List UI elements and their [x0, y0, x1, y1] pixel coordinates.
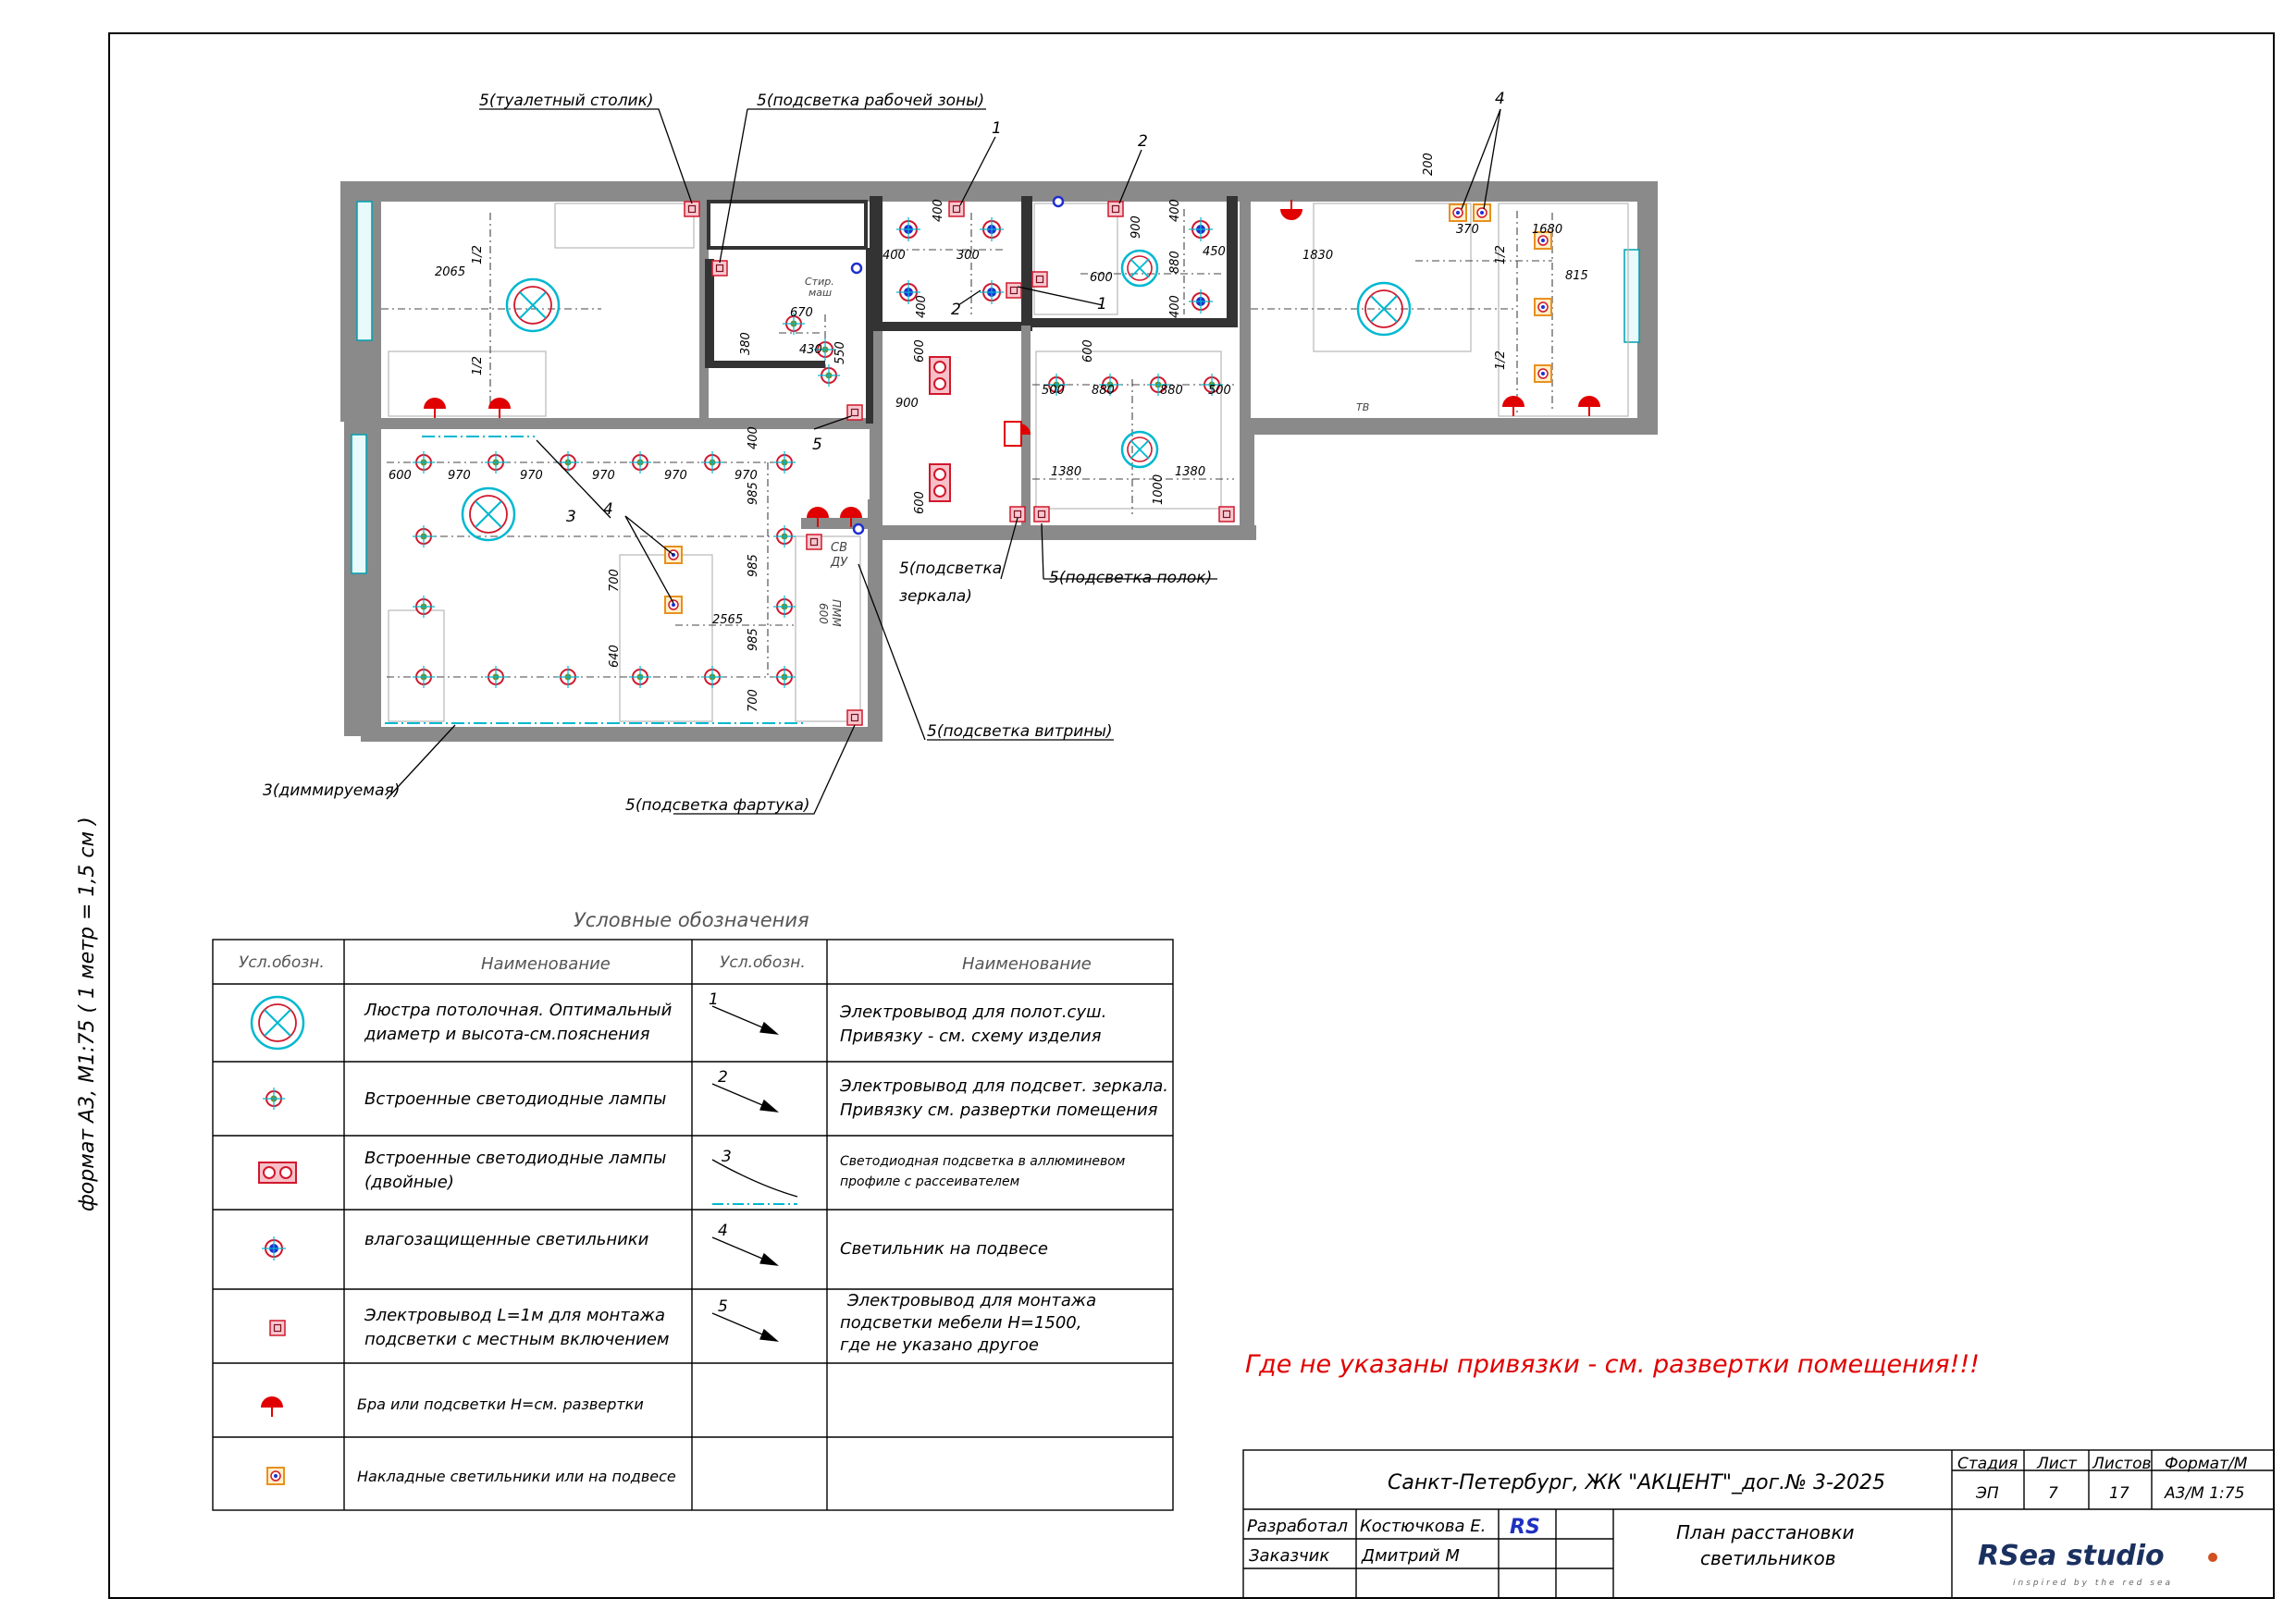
dim-970a: 970	[448, 469, 471, 483]
legend-right-row3-line1: Светодиодная подсветка в аллюминевом	[840, 1154, 1126, 1169]
callout-dimmable: 3(диммируемая)	[263, 781, 401, 800]
sconce-icon	[1280, 200, 1302, 220]
surface-light-icon	[267, 1468, 284, 1484]
chandelier-icon	[252, 997, 303, 1049]
bed-2	[1314, 203, 1471, 351]
inner-wall-bedroom2-left	[1240, 196, 1251, 422]
dim-400e: 400	[1168, 295, 1182, 318]
legend	[213, 909, 1173, 1510]
dim-400f: 400	[747, 426, 760, 449]
callout-showcase: 5(подсветка витрины)	[927, 722, 1113, 741]
callout-vanity: 5(туалетный столик)	[479, 92, 654, 110]
outlet-1m-icon	[685, 202, 699, 216]
dim-700b: 700	[747, 689, 760, 712]
outlet-1m-icon	[807, 535, 821, 549]
dim-1680: 1680	[1532, 223, 1563, 237]
dim-815: 815	[1565, 269, 1588, 283]
dishwasher-label: ПММ	[830, 599, 843, 627]
led-spot-icon	[629, 666, 651, 688]
developer-name: Костючкова Е.	[1360, 1517, 1487, 1536]
dim-640: 640	[608, 645, 622, 668]
legend-left-row3-line2: (двойные)	[364, 1173, 454, 1192]
dim-1000: 1000	[1152, 473, 1166, 505]
outlet-1m-icon	[847, 710, 862, 725]
dim-430: 430	[799, 343, 822, 357]
inner-wall-bath-bottom	[870, 322, 1027, 331]
outer-wall-right	[1637, 181, 1658, 431]
legend-title: Условные обозначения	[574, 909, 809, 931]
towel-rail-outlet-icon	[1054, 197, 1063, 206]
format-value: А3/М 1:75	[2165, 1484, 2245, 1503]
led-spot-icon	[557, 451, 579, 473]
led-spot-icon	[773, 525, 796, 547]
outlet-1m-icon	[1219, 507, 1234, 522]
dim-500b: 500	[1208, 384, 1231, 398]
legend-left-row2-line1: Встроенные светодиодные лампы	[364, 1089, 667, 1109]
callout-n5: 5	[812, 436, 822, 454]
double-led-icon	[930, 464, 950, 501]
stage-value: ЭП	[1976, 1484, 1999, 1503]
sconce-icon	[1502, 396, 1524, 416]
dishwasher-label-2: 600	[817, 603, 830, 624]
callout-n1-top: 1	[992, 119, 1002, 138]
dim-970c: 970	[592, 469, 615, 483]
inner-wall-wc-mid	[1021, 196, 1032, 331]
callout-backsplash: 5(подсветка фартука)	[625, 796, 810, 815]
dim-985a: 985	[747, 482, 760, 505]
callout-mirror-2: зеркала)	[899, 587, 972, 606]
dim-half-b: 1/2	[471, 356, 485, 375]
legend-left-row5-line2: подсветки с местным включением	[364, 1330, 670, 1349]
outer-wall-bottom-mid	[868, 525, 1256, 540]
dim-900b: 900	[895, 397, 919, 411]
electrical-panel-icon	[1005, 422, 1021, 446]
floor-plan	[263, 90, 1658, 815]
dim-450: 450	[1203, 245, 1226, 259]
legend-right-row2-line2: Привязку см. развертки помещения	[840, 1100, 1158, 1120]
outlet-1m-icon	[1032, 272, 1047, 287]
shower-label-2: ДУ	[831, 556, 848, 570]
window-bedroom1	[357, 202, 372, 340]
dim-1830: 1830	[1302, 249, 1334, 263]
outlet-1m-icon	[1108, 202, 1123, 216]
legend-left-row6-line1: Бра или подсветки H=см. развертки	[357, 1396, 644, 1413]
dim-400d: 400	[1168, 199, 1182, 222]
dim-880a: 880	[1168, 251, 1182, 274]
chandelier-icon	[1358, 283, 1410, 335]
tv-label: ТВ	[1356, 401, 1370, 413]
sheets-value: 17	[2109, 1484, 2129, 1503]
legend-right-row5-line1: Электровывод для монтажа	[847, 1291, 1097, 1310]
legend-header-name-left: Наименование	[481, 954, 611, 974]
outlet-1m-icon	[712, 261, 727, 276]
dim-400c: 400	[915, 295, 929, 318]
window-kitchen	[352, 435, 366, 573]
inner-wall-closet	[709, 202, 866, 248]
developer-label: Разработал	[1247, 1517, 1349, 1536]
callout-mirror-1: 5(подсветка	[899, 559, 1003, 578]
callout-shelves: 5(подсветка полок)	[1049, 569, 1213, 587]
dim-380: 380	[739, 332, 753, 355]
outlet-1m-icon	[270, 1321, 285, 1335]
sheet-header: Лист	[2037, 1455, 2078, 1473]
dim-1380a: 1380	[1051, 465, 1082, 479]
legend-left-row3-line1: Встроенные светодиодные лампы	[364, 1149, 667, 1168]
signature: RS	[1510, 1516, 1540, 1539]
sconce-icon	[424, 398, 446, 418]
dim-970b: 970	[520, 469, 543, 483]
waterproof-light-icon	[980, 280, 1004, 304]
dim-670: 670	[790, 306, 813, 320]
drawing-title-line1: План расстановки	[1676, 1521, 1855, 1543]
led-spot-icon	[413, 596, 435, 618]
logo-dot-icon	[2208, 1553, 2217, 1562]
legend-right-num1: 1	[709, 990, 719, 1009]
dim-985c: 985	[747, 628, 760, 651]
dim-370: 370	[1456, 223, 1479, 237]
dim-880c: 880	[1160, 384, 1183, 398]
dim-half-a: 1/2	[471, 245, 485, 264]
project-name: Санкт-Петербург, ЖК "АКЦЕНТ"_дог.№ 3-2025	[1388, 1471, 1885, 1494]
shower-label: СВ	[831, 541, 847, 555]
stage-header: Стадия	[1957, 1455, 2018, 1473]
led-spot-icon	[773, 451, 796, 473]
led-spot-icon	[701, 451, 723, 473]
sconce-icon	[1578, 396, 1600, 416]
callout-n4-bedroom: 4	[1495, 90, 1505, 108]
surface-light-icon	[1535, 299, 1551, 315]
led-spot-icon	[485, 451, 507, 473]
callout-n2-top: 2	[1138, 132, 1148, 151]
led-spot-icon	[701, 666, 723, 688]
format-side-label: формат А3, М1:75 ( 1 метр = 1,5 см )	[76, 817, 99, 1211]
dim-2065: 2065	[435, 265, 466, 279]
kitchen-island	[620, 555, 712, 721]
legend-right-row5-line3: где не указано другое	[840, 1335, 1039, 1355]
chandelier-icon	[507, 279, 559, 331]
dim-970d: 970	[664, 469, 687, 483]
washer-label: Стир.	[805, 276, 834, 288]
red-note: Где не указаны привязки - см. развертки помещения!!!	[1245, 1350, 1981, 1379]
led-spot-icon	[413, 525, 435, 547]
towel-rail-outlet-icon	[854, 524, 863, 534]
title-block	[1243, 1450, 2274, 1598]
format-header: Формат/М	[2165, 1455, 2248, 1473]
waterproof-light-icon	[896, 217, 920, 241]
led-spot-icon	[629, 451, 651, 473]
inner-wall-laundry-bottom	[705, 361, 825, 368]
callout-n3: 3	[566, 508, 576, 526]
callout-work-zone: 5(подсветка рабочей зоны)	[757, 92, 985, 110]
legend-right-row2-line1: Электровывод для подсвет. зеркала.	[840, 1076, 1169, 1096]
inner-wall-laundry-right	[866, 248, 873, 424]
desk-1	[555, 203, 694, 248]
legend-right-row1-line2: Привязку - см. схему изделия	[840, 1027, 1102, 1046]
surface-light-icon	[1474, 204, 1490, 221]
legend-right-num3: 3	[722, 1148, 732, 1166]
legend-left-row1-line1: Люстра потолочная. Оптимальный	[364, 1001, 673, 1020]
legend-header-symbol-left: Усл.обозн.	[239, 953, 325, 972]
callout-n4-kitchen: 4	[603, 500, 613, 519]
sconce-icon	[488, 398, 511, 418]
outlet-1m-icon	[847, 405, 862, 420]
logo-subtitle: inspired by the red sea	[2013, 1579, 2174, 1588]
chandelier-icon	[463, 488, 514, 540]
double-led-icon	[259, 1162, 296, 1183]
hall-bench	[1036, 351, 1221, 509]
inner-wall-wc-bottom	[1021, 318, 1234, 327]
dim-700a: 700	[608, 569, 622, 592]
legend-right-row5-line2: подсветки мебели H=1500,	[840, 1313, 1082, 1333]
dim-900a: 900	[1129, 215, 1143, 239]
legend-right-row1-line1: Электровывод для полот.суш.	[840, 1002, 1107, 1022]
led-spot-icon	[263, 1088, 285, 1110]
callout-n2-bath: 2	[951, 301, 961, 319]
sofa	[389, 610, 444, 721]
waterproof-light-icon	[262, 1236, 286, 1260]
led-spot-icon	[557, 666, 579, 688]
dim-600e: 600	[389, 469, 412, 483]
inner-wall-bedroom1	[381, 418, 873, 429]
sconce-icon	[261, 1396, 283, 1417]
legend-right-row3-line2: профиле с рассеивателем	[840, 1174, 1020, 1189]
customer-name: Дмитрий М	[1362, 1546, 1460, 1566]
sheets-header: Листов	[2092, 1455, 2152, 1473]
window-bedroom2	[1624, 250, 1639, 342]
outer-wall-right-bottom	[1240, 418, 1658, 435]
customer-label: Заказчик	[1249, 1546, 1330, 1566]
outer-wall-right-step	[1240, 418, 1254, 540]
dim-985b: 985	[747, 554, 760, 577]
led-spot-icon	[413, 451, 435, 473]
outer-wall-bottom-left	[361, 727, 879, 742]
legend-right-row4-line1: Светильник на подвесе	[840, 1239, 1049, 1259]
surface-light-icon	[1450, 204, 1466, 221]
surface-light-icon	[665, 596, 682, 613]
legend-right-num5: 5	[718, 1297, 728, 1316]
dim-880b: 880	[1092, 384, 1115, 398]
kitchen-spot-grid	[413, 451, 796, 688]
led-spot-icon	[773, 596, 796, 618]
kitchen-counter	[796, 536, 860, 721]
legend-header-symbol-right: Усл.обозн.	[720, 953, 806, 972]
dim-400b: 400	[883, 249, 906, 263]
dim-600b: 600	[913, 339, 927, 363]
dim-600a: 600	[1090, 271, 1113, 285]
legend-left-row4-line1: влагозащищенные светильники	[364, 1230, 649, 1249]
chandelier-icon	[1122, 432, 1157, 467]
dim-600c: 600	[913, 491, 927, 514]
waterproof-light-icon	[1189, 289, 1213, 314]
logo: RSea studio	[1978, 1540, 2165, 1572]
dim-half-c: 1/2	[1494, 245, 1508, 264]
outlet-1m-icon	[1034, 507, 1049, 522]
sheet-value: 7	[2048, 1484, 2058, 1503]
towel-rail-outlet-icon	[852, 264, 861, 273]
bed-1	[389, 351, 546, 416]
outer-wall-top	[340, 181, 1658, 202]
chandelier-icon	[1122, 251, 1157, 286]
dim-2565: 2565	[712, 613, 744, 627]
callout-n1-bath: 1	[1097, 295, 1107, 314]
waterproof-light-icon	[980, 217, 1004, 241]
legend-left-row7-line1: Накладные светильники или на подвесе	[357, 1468, 676, 1485]
led-spot-icon	[773, 666, 796, 688]
outlet-1m-icon	[949, 202, 964, 216]
outlet-1m-icon	[1006, 283, 1021, 298]
double-led-icon	[930, 357, 950, 394]
drawing-title-line2: светильников	[1700, 1547, 1836, 1569]
dim-550: 550	[833, 341, 847, 364]
washer-label-2: маш	[809, 287, 833, 299]
dim-half-d: 1/2	[1494, 350, 1508, 370]
legend-left-row1-line2: диаметр и высота-см.пояснения	[364, 1025, 650, 1044]
inner-wall-wc-right	[1227, 196, 1238, 327]
legend-right-num4: 4	[718, 1222, 728, 1240]
dim-400a: 400	[932, 199, 945, 222]
dim-200: 200	[1422, 153, 1436, 176]
wardrobe-2	[1499, 203, 1628, 416]
led-spot-icon	[413, 666, 435, 688]
dim-600d: 600	[1081, 339, 1095, 363]
dim-300: 300	[957, 249, 980, 263]
dim-1380b: 1380	[1175, 465, 1206, 479]
legend-left-row5-line1: Электровывод L=1м для монтажа	[364, 1306, 666, 1325]
legend-right-num2: 2	[718, 1068, 728, 1087]
inner-wall-kitchen-side	[870, 435, 883, 527]
surface-light-icon	[1535, 365, 1551, 382]
led-spot-icon	[485, 666, 507, 688]
legend-header-name-right: Наименование	[962, 954, 1092, 974]
dim-500a: 500	[1042, 384, 1065, 398]
waterproof-light-icon	[1189, 217, 1213, 241]
dim-970e: 970	[734, 469, 758, 483]
